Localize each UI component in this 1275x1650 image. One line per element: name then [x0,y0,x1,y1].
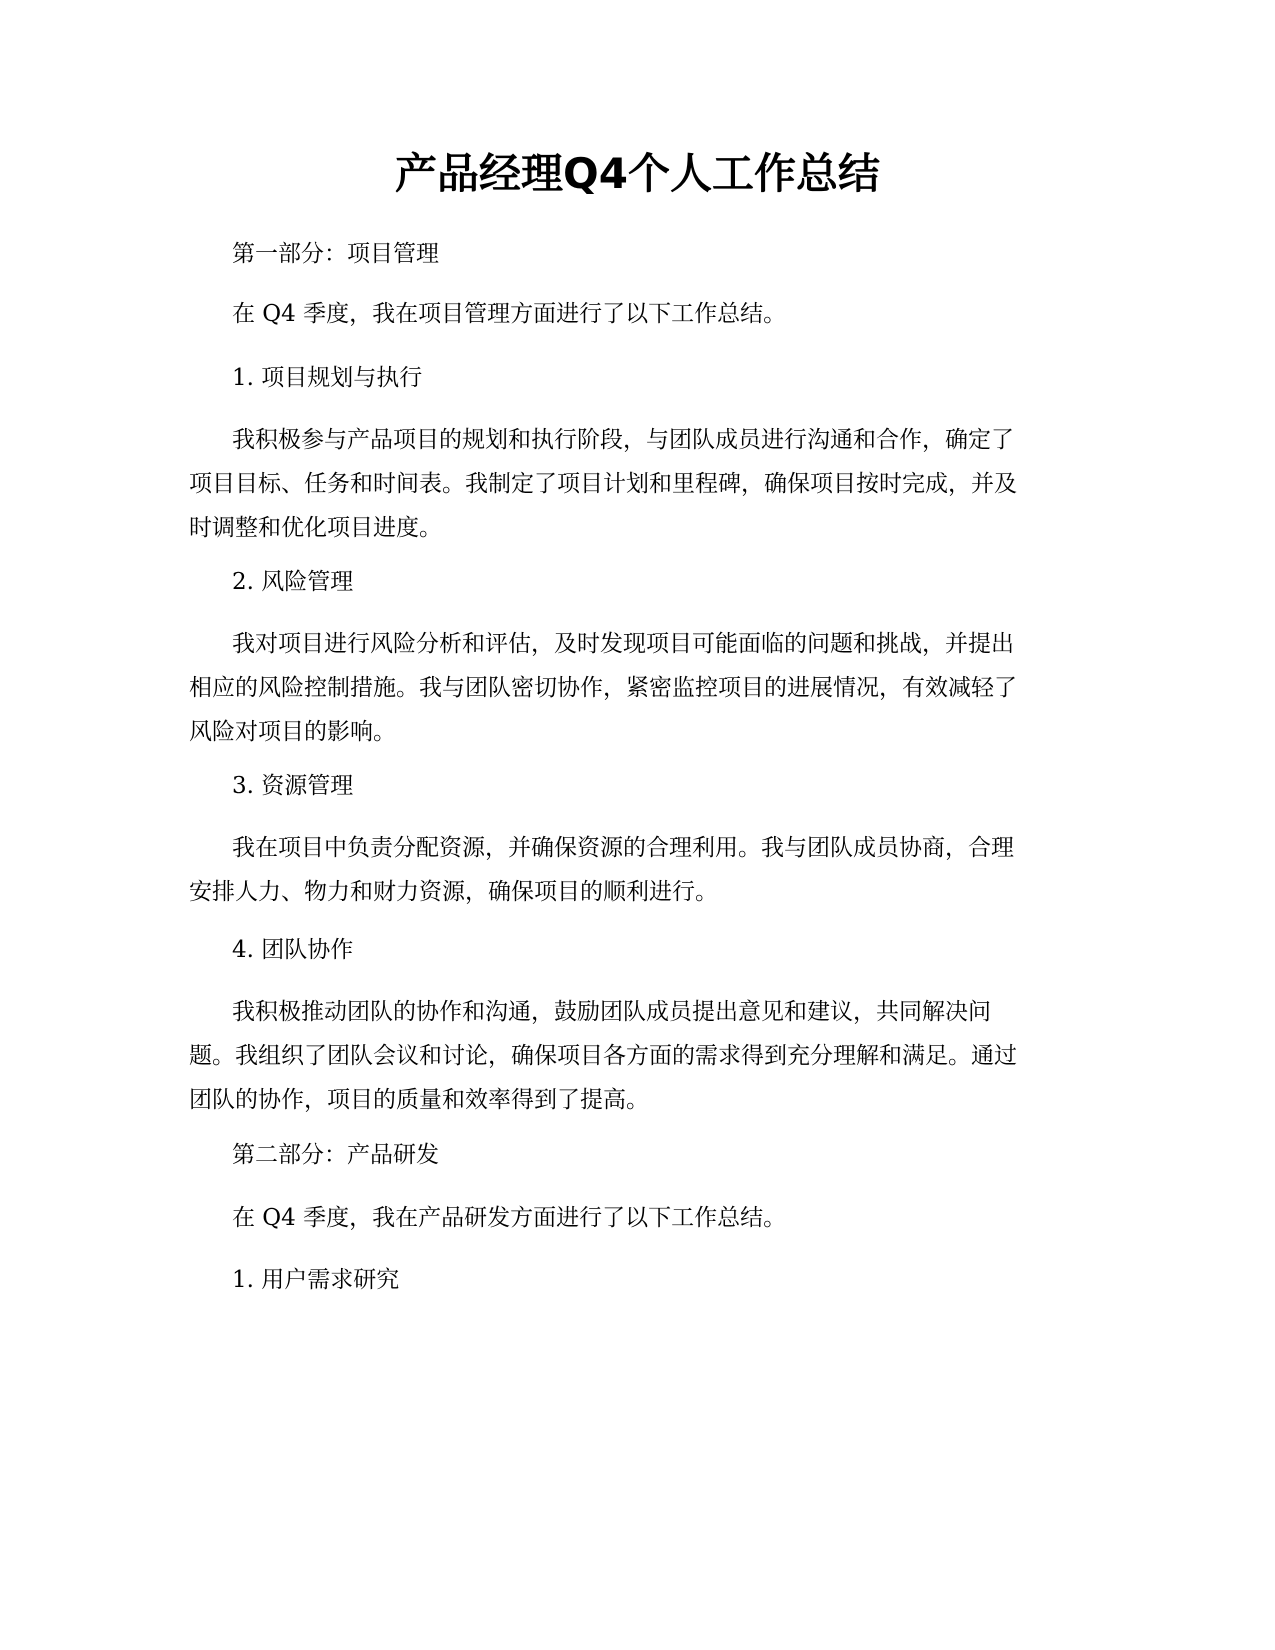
paragraph-line: 我对项目进行风险分析和评估，及时发现项目可能面临的问题和挑战，并提出 [232,631,1014,657]
paragraph-line: 我积极推动团队的协作和沟通，鼓励团队成员提出意见和建议，共同解决问 [232,999,991,1025]
paragraph-team-collaboration [189,990,1089,1122]
section-intro-paragraph: 在 Q4 季度，我在产品研发方面进行了以下工作总结。 [232,1205,787,1231]
paragraph-line: 时调整和优化项目进度。 [189,515,442,541]
section-heading-project-management: 第一部分：项目管理 [232,241,439,267]
subheading-user-research: 1. 用户需求研究 [232,1267,400,1293]
paragraph-line: 题。我组织了团队会议和讨论，确保项目各方面的需求得到充分理解和满足。通过 [189,1043,1017,1069]
paragraph-line: 团队的协作，项目的质量和效率得到了提高。 [189,1087,649,1113]
paragraph-line: 项目目标、任务和时间表。我制定了项目计划和里程碑，确保项目按时完成，并及 [189,471,1017,497]
subheading-resource-management: 3. 资源管理 [232,773,354,799]
section-heading-product-development: 第二部分：产品研发 [232,1142,439,1168]
paragraph-line: 我在项目中负责分配资源，并确保资源的合理利用。我与团队成员协商，合理 [232,835,1014,861]
subheading-risk-management: 2. 风险管理 [232,569,354,595]
document-title: 产品经理Q4个人工作总结 [395,149,880,198]
subheading-team-collaboration: 4. 团队协作 [232,937,354,963]
paragraph-line: 相应的风险控制措施。我与团队密切协作，紧密监控项目的进展情况，有效减轻了 [189,675,1017,701]
paragraph-project-planning [189,418,1089,550]
subheading-project-planning: 1. 项目规划与执行 [232,365,423,391]
paragraph-line: 风险对项目的影响。 [189,719,396,745]
paragraph-risk-management [189,622,1089,754]
paragraph-resource-management [189,826,1089,914]
paragraph-line: 安排人力、物力和财力资源，确保项目的顺利进行。 [189,879,718,905]
paragraph-line: 我积极参与产品项目的规划和执行阶段，与团队成员进行沟通和合作，确定了 [232,427,1014,453]
section-intro-paragraph: 在 Q4 季度，我在项目管理方面进行了以下工作总结。 [232,301,787,327]
